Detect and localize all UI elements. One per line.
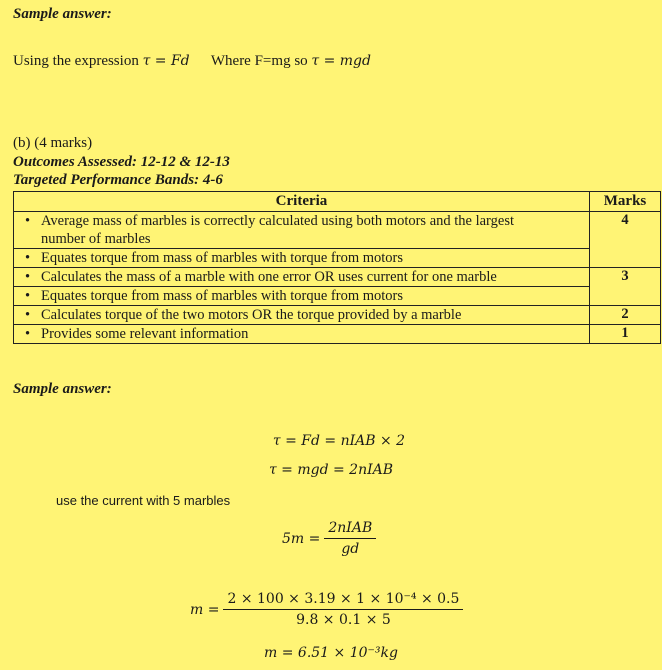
criteria-text: Calculates torque of the two motors OR the torque provided by a marble — [41, 307, 462, 323]
table-row — [14, 268, 661, 306]
criteria-cell — [14, 325, 590, 344]
criteria-text: Equates torque from mass of marbles with torque from motors — [41, 250, 404, 266]
criteria-text: Equates torque from mass of marbles with torque from motors — [41, 288, 404, 304]
eq4-numerator: 2 × 100 × 3.19 × 1 × 10⁻⁴ × 0.5 — [223, 591, 463, 610]
bullet: • — [24, 288, 31, 304]
equation-five-m — [282, 520, 376, 557]
equation-mass-substitution — [190, 591, 463, 628]
expression-prefix: Using the expression — [13, 53, 139, 69]
torque-expression-fd: τ = Fd — [142, 53, 190, 69]
criteria-text: Average mass of marbles is correctly calculated using both motors and the largest — [41, 213, 514, 229]
criteria-item — [14, 286, 589, 305]
mark-value: 1 — [590, 325, 661, 344]
criteria-header: Criteria — [14, 192, 590, 212]
torque-expression-mgd: τ = mgd — [311, 53, 371, 69]
table-row — [14, 306, 661, 325]
eq3-numerator: 2nIAB — [324, 520, 376, 539]
criteria-item — [14, 325, 589, 343]
criteria-cell — [14, 306, 590, 325]
equation-torque-equate: τ = mgd = 2nIAB — [268, 462, 394, 478]
bullet: • — [24, 250, 31, 266]
bullet: • — [24, 307, 31, 323]
torque-expression-line — [13, 53, 371, 70]
part-b-label: (b) (4 marks) — [13, 135, 93, 151]
criteria-cell — [14, 212, 590, 268]
note-five-marbles: use the current with 5 marbles — [56, 493, 231, 508]
bullet: • — [24, 213, 31, 229]
criteria-item — [14, 268, 589, 286]
table-row — [14, 212, 661, 268]
expression-middle: Where F=mg so — [210, 53, 308, 69]
criteria-text: number of marbles — [41, 231, 151, 247]
bullet: • — [24, 269, 31, 285]
mark-value: 3 — [590, 268, 661, 306]
eq4-fraction — [223, 591, 463, 628]
marking-criteria-table — [13, 191, 661, 344]
equation-torque-current: τ = Fd = nIAB × 2 — [272, 433, 406, 449]
bullet: • — [24, 326, 31, 342]
sample-answer-heading: Sample answer: — [13, 6, 112, 22]
table-header-row — [14, 192, 661, 212]
targeted-performance-bands: Targeted Performance Bands: 4-6 — [13, 172, 223, 188]
sample-answer-heading-2: Sample answer: — [13, 381, 112, 397]
criteria-item — [14, 212, 589, 248]
equation-mass-result: m = 6.51 × 10⁻³kg — [264, 645, 398, 661]
criteria-cell — [14, 268, 590, 306]
eq4-denominator: 9.8 × 0.1 × 5 — [296, 612, 391, 628]
outcomes-assessed: Outcomes Assessed: 12-12 & 12-13 — [13, 154, 230, 170]
criteria-item — [14, 306, 589, 324]
mark-value: 2 — [590, 306, 661, 325]
eq3-fraction — [324, 520, 376, 557]
marks-header: Marks — [590, 192, 661, 212]
eq3-lhs: 5m = — [282, 530, 321, 547]
criteria-item — [14, 248, 589, 267]
eq3-denominator: gd — [341, 541, 360, 557]
criteria-text: Calculates the mass of a marble with one error OR uses current for one marble — [41, 269, 497, 285]
mark-value: 4 — [590, 212, 661, 268]
eq4-lhs: m = — [190, 601, 220, 618]
table-row — [14, 325, 661, 344]
criteria-text: Provides some relevant information — [41, 326, 249, 342]
